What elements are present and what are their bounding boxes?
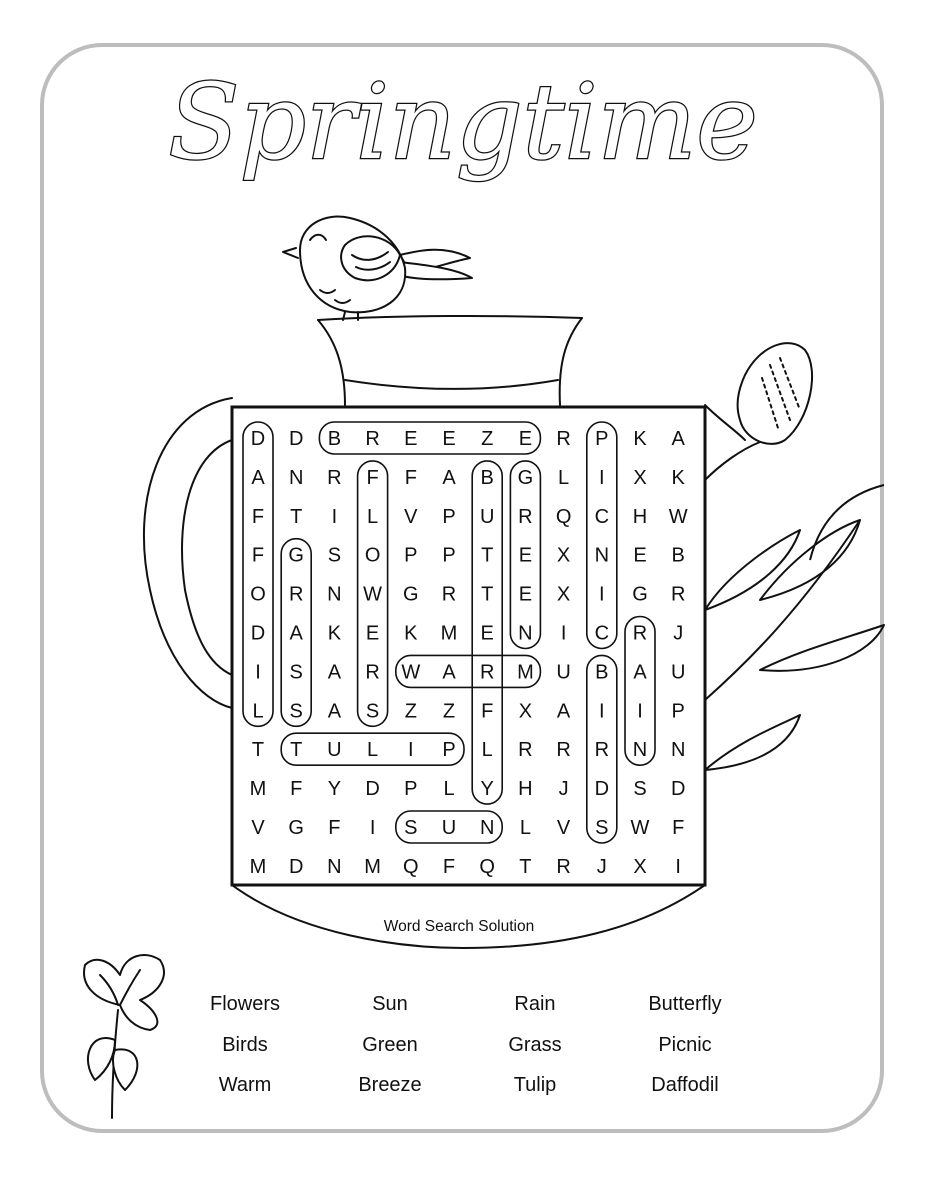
grid-letter: F (481, 700, 494, 723)
grid-letter: F (366, 466, 379, 489)
flower-icon (84, 955, 164, 1118)
grid-letter: L (252, 700, 264, 723)
grid-letter: M (440, 622, 458, 645)
grid-letter: N (479, 817, 495, 839)
grid-letter: B (671, 544, 685, 567)
grid-letter: M (249, 855, 267, 878)
grid-letter: U (441, 817, 457, 839)
grid-letter: Z (481, 428, 494, 450)
word-list-item: Flowers (209, 993, 280, 1015)
grid-letter: G (632, 583, 648, 606)
grid-letter: D (365, 778, 380, 801)
grid-letter: S (595, 817, 609, 839)
grid-letter: B (327, 428, 342, 450)
grid-letter: S (404, 817, 418, 839)
grid-letter: H (518, 778, 533, 801)
grid-letter: W (668, 505, 688, 528)
grid-letter: T (519, 855, 532, 878)
grid-letter: Z (442, 700, 456, 723)
grid-letter: W (630, 817, 650, 839)
word-list-item: Grass (508, 1034, 562, 1056)
grid-letter: T (290, 739, 303, 762)
grid-letter: R (365, 428, 380, 450)
grid-letter: F (251, 505, 265, 528)
grid-letter: D (250, 622, 266, 645)
grid-letter: S (365, 700, 380, 723)
grid-letter: X (633, 466, 647, 489)
grid-letter: U (556, 661, 571, 684)
grid-letter: F (290, 778, 303, 801)
grid-letter: X (633, 855, 647, 878)
grid-letter: M (249, 778, 267, 801)
grid-letter: P (595, 428, 609, 450)
grid-letter: S (327, 544, 342, 567)
grid-letter: X (556, 544, 571, 567)
grid-letter: I (369, 817, 376, 839)
grid-letter: S (289, 661, 303, 684)
word-list-item: Picnic (658, 1034, 712, 1056)
grid-letter: N (670, 739, 686, 762)
grid-letter: I (408, 739, 414, 762)
grid-letter: I (599, 700, 605, 723)
grid-letter: W (363, 583, 383, 606)
grid-letter: L (519, 817, 531, 839)
grid-letter: N (632, 739, 648, 762)
grid-letter: R (365, 661, 380, 684)
grid-letter: A (556, 700, 571, 723)
grid-letter: S (633, 778, 647, 801)
word-list-item: Birds (222, 1034, 268, 1056)
grid-letter: I (331, 505, 338, 528)
grid-letter: R (594, 739, 610, 762)
grid-letter: R (632, 622, 648, 645)
grid-letter: T (290, 505, 303, 528)
page-title: Springtime (168, 61, 758, 183)
grid-letter: A (671, 428, 685, 450)
grid-letter: D (288, 855, 304, 878)
grid-letter: B (480, 466, 494, 489)
grid-letter: H (632, 505, 648, 528)
grid-letter: I (255, 661, 261, 684)
grid-letter: A (442, 661, 456, 684)
grid-letter: C (594, 505, 610, 528)
grid-letter: J (558, 778, 569, 801)
grid-letter: A (327, 661, 342, 684)
grid-letter: U (327, 739, 342, 762)
grid-letter: D (670, 778, 686, 801)
grid-letter: V (251, 817, 265, 839)
grid-letter: I (560, 622, 567, 645)
grid-letter: N (518, 622, 533, 645)
grid-letter: R (556, 739, 571, 762)
grid-letter: R (670, 583, 686, 606)
grid-letter: P (404, 544, 418, 567)
grid-letter: P (671, 700, 685, 723)
grid-letter: E (442, 428, 456, 450)
grid-letter: A (289, 622, 303, 645)
grid-letter: F (404, 466, 417, 489)
grid-letter: M (364, 855, 381, 878)
grid-letter: F (328, 817, 341, 839)
grid-letter: Q (479, 855, 495, 878)
grid-letter: N (594, 544, 610, 567)
grid-letter: Q (555, 505, 572, 528)
grid-letter: N (327, 855, 342, 878)
grid-letter: M (517, 661, 534, 684)
grid-letter: B (595, 661, 609, 684)
bird-icon (283, 217, 472, 320)
grid-letter: R (441, 583, 457, 606)
grid-letter: G (288, 817, 304, 839)
grid-letter: D (250, 428, 266, 450)
grid-letter: T (251, 739, 265, 762)
grid-letter: E (518, 428, 533, 450)
word-list (170, 993, 770, 1113)
grid-letter: R (327, 466, 342, 489)
grid-caption: Word Search Solution (383, 918, 535, 935)
grid-letter: W (401, 661, 421, 684)
grid-letter: V (404, 505, 418, 528)
grid-letter: F (672, 817, 685, 839)
grid-letter: T (481, 583, 494, 606)
grid-letter: L (367, 505, 379, 528)
grid-letter: G (403, 583, 419, 606)
grid-letter: E (480, 622, 494, 645)
grid-letter: L (443, 778, 455, 801)
grid-letter: D (288, 428, 304, 450)
grid-letter: E (365, 622, 380, 645)
grid-letter: J (673, 622, 684, 645)
grid-letter: F (251, 544, 265, 567)
grid-letter: O (364, 544, 381, 567)
grid-letter: Y (327, 778, 342, 801)
grid-letter: Z (404, 700, 417, 723)
grid-letter: L (367, 739, 379, 762)
grid-letter: P (404, 778, 418, 801)
grid-letter: D (594, 778, 610, 801)
word-list-item: Rain (514, 993, 556, 1015)
leaf-branch-icon (705, 485, 884, 770)
word-list-item: Sun (372, 993, 408, 1015)
grid-letter: A (633, 661, 647, 684)
grid-letter: I (599, 466, 605, 489)
grid-letter: I (675, 855, 681, 878)
grid-letter: P (442, 544, 456, 567)
grid-letter: K (633, 428, 647, 450)
grid-letter: F (442, 855, 456, 878)
grid-letter: A (327, 700, 342, 723)
grid-letter: A (442, 466, 456, 489)
grid-letter: L (481, 739, 493, 762)
grid-letter: U (670, 661, 686, 684)
grid-letter: Q (403, 855, 419, 878)
grid-letter: E (633, 544, 647, 567)
grid-letter: X (518, 700, 533, 723)
grid-letter: U (479, 505, 495, 528)
grid-letter: Y (480, 778, 494, 801)
grid-letter: O (250, 583, 266, 606)
grid-letter: N (288, 466, 304, 489)
grid-letter: I (599, 583, 605, 606)
grid-letter: R (479, 661, 495, 684)
grid-letter: S (289, 700, 303, 723)
word-list-item: Breeze (358, 1074, 422, 1096)
grid-letter: R (518, 739, 533, 762)
grid-letter: P (442, 505, 456, 528)
word-list-item: Warm (218, 1074, 272, 1096)
grid-letter: J (596, 855, 607, 878)
grid-letter: E (404, 428, 418, 450)
grid-letter: R (556, 855, 571, 878)
grid-letter: G (288, 544, 304, 567)
grid-letter: C (594, 622, 610, 645)
word-list-item: Tulip (513, 1074, 557, 1096)
grid-letter: X (556, 583, 571, 606)
grid-letter: E (518, 583, 533, 606)
grid-letter: V (556, 817, 571, 839)
grid-letter: A (251, 466, 265, 489)
grid-letter: K (671, 466, 685, 489)
grid-letter: K (327, 622, 342, 645)
grid-letter: L (558, 466, 570, 489)
grid-letter: R (288, 583, 304, 606)
word-list-item: Daffodil (651, 1074, 719, 1096)
word-list-item: Green (362, 1034, 418, 1056)
grid-letter: R (518, 505, 533, 528)
grid-letter: N (327, 583, 342, 606)
grid-letter: T (481, 544, 494, 567)
grid-letter: K (404, 622, 418, 645)
grid-letter: E (518, 544, 533, 567)
word-list-item: Butterfly (648, 993, 722, 1015)
grid-letter: R (556, 428, 571, 450)
grid-letter: G (517, 466, 534, 489)
grid-letter: P (442, 739, 456, 762)
grid-letter: I (637, 700, 643, 723)
